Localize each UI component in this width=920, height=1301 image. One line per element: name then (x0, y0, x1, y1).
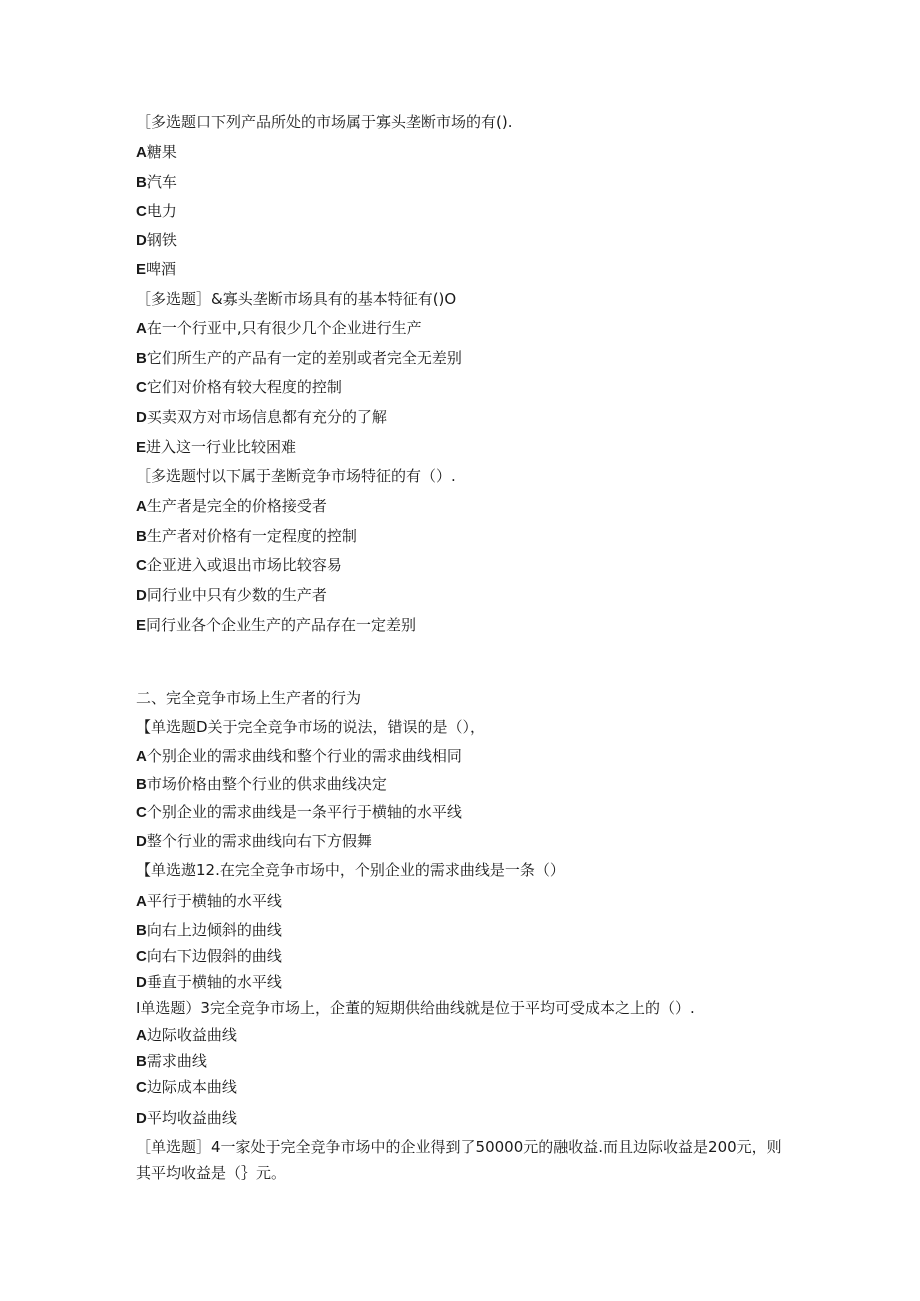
question-4-option-b: B市场价格由整个行业的供求曲线决定 (136, 775, 387, 793)
question-3-option-b: B生产者对价格有一定程度的控制 (136, 527, 357, 545)
question-2-option-b: B它们所生产的产品有一定的差别或者完全无差别 (136, 349, 462, 367)
question-1-option-b: B汽车 (136, 173, 177, 191)
question-4-option-d: D整个行业的需求曲线向右下方假舞 (136, 832, 372, 850)
question-5-option-a: A平行于横轴的水平线 (136, 892, 282, 910)
question-5-option-d: D垂直于横轴的水平线 (136, 973, 282, 991)
question-1-option-d: D钢铁 (136, 231, 177, 249)
question-6-stem: I单选题）3完全竞争市场上，企董的短期供给曲线就是位于平均可受成本之上的（）. (136, 999, 695, 1017)
question-1-stem: ［多选题口下列产品所处的市场属于寡头垄断市场的有(). (136, 113, 513, 131)
question-3-option-a: A生产者是完全的价格接受者 (136, 497, 327, 515)
question-3-option-d: D同行业中只有少数的生产者 (136, 586, 327, 604)
question-5-stem: 【单选遨12.在完全竞争市场中，个别企业的需求曲线是一条（） (136, 861, 565, 879)
section-heading: 二、完全竞争市场上生产者的行为 (136, 689, 362, 707)
question-6-option-d: D平均收益曲线 (136, 1109, 237, 1127)
question-5-option-c: C向右下边假斜的曲线 (136, 947, 282, 965)
question-6-option-a: A边际收益曲线 (136, 1026, 237, 1044)
question-2-option-a: A在一个行亚中,只有很少几个企业进行生产 (136, 319, 422, 337)
question-4-stem: 【单选题D关于完全竞争市场的说法，错误的是（）， (136, 718, 486, 736)
question-7-stem: ［单选题］4一家处于完全竞争市场中的企业得到了50000元的融收益.而且边际收益是200元，则其平均收益是（｝元。 (136, 1138, 782, 1182)
question-2-option-c: C它们对价格有较大程度的控制 (136, 378, 342, 396)
question-2-option-e: E进入这一行业比较困难 (136, 438, 297, 456)
question-1-option-e: E啤酒 (136, 260, 177, 278)
question-3-stem: ［多选题忖以下属于垄断竞争市场特征的有（）. (136, 467, 456, 485)
question-2-option-d: D买卖双方对市场信息都有充分的了解 (136, 408, 387, 426)
question-2-stem: ［多选题］&寡头垄断市场具有的基本特征有()O (136, 290, 457, 308)
question-1-option-c: C电力 (136, 202, 177, 220)
question-3-option-c: C企亚进入或退出市场比较容易 (136, 556, 342, 574)
question-3-option-e: E同行业各个企业生产的产品存在一定差别 (136, 616, 417, 634)
question-4-option-c: C个别企业的需求曲线是一条平行于横轴的水平线 (136, 803, 462, 821)
question-5-option-b: B向右上边倾斜的曲线 (136, 921, 282, 939)
question-4-option-a: A个别企业的需求曲线和整个行业的需求曲线相同 (136, 747, 462, 765)
question-6-option-c: C边际成本曲线 (136, 1078, 237, 1096)
question-6-option-b: B需求曲线 (136, 1052, 207, 1070)
question-1-option-a: A糖果 (136, 143, 177, 161)
